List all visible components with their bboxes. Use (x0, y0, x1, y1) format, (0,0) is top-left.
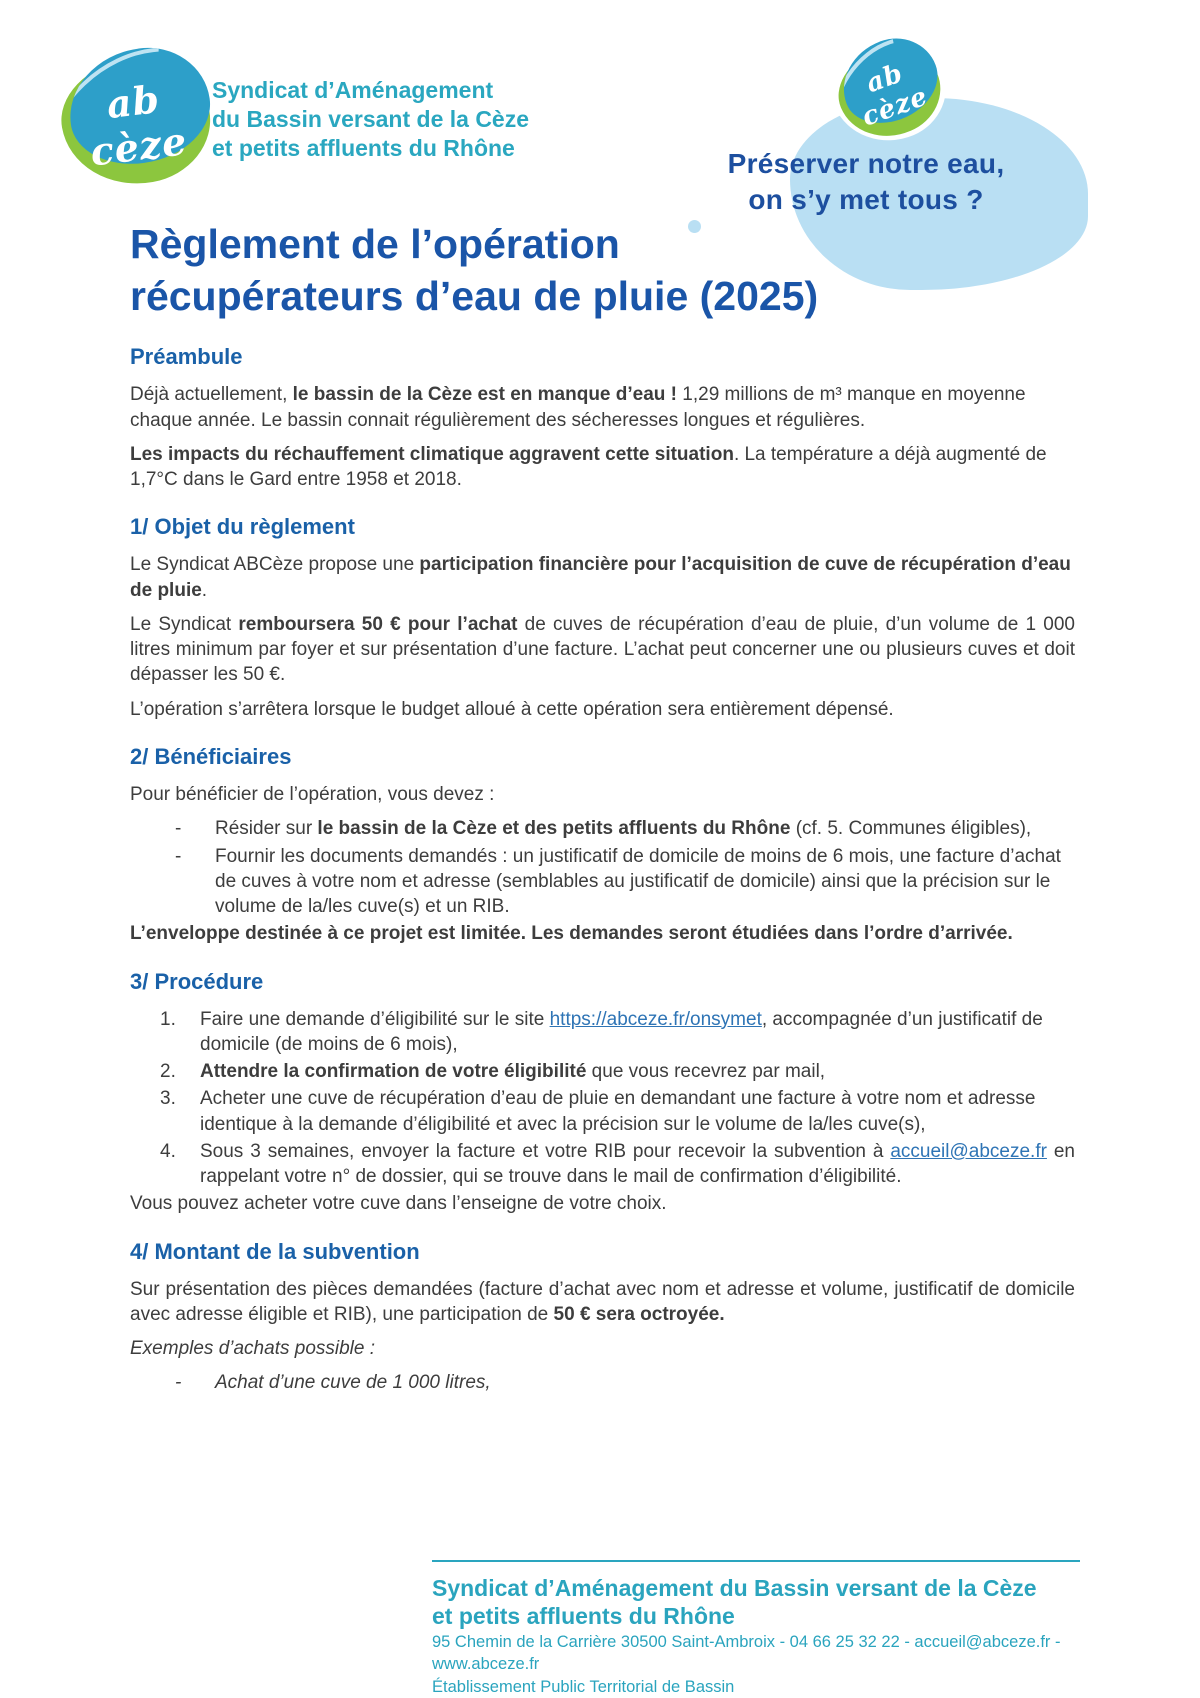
logo-wordmark: ab cèze (858, 58, 932, 133)
list-marker: - (175, 1372, 182, 1394)
paragraph: L’opération s’arrêtera lorsque le budget alloué à cette opération sera entièrement dépensé. (130, 698, 894, 720)
examples-intro: Exemples d’achats possible : (130, 1338, 376, 1360)
numbered-item (160, 1007, 1075, 1058)
list-item-text: Acheter une cuve de récupération d’eau de pluie en demandant une facture à votre nom et adresse identique à la demande d’éligibilité et avec la précision sur le volume de la/les cuve(s), (200, 1088, 1036, 1135)
section-heading-objet: 1/ Objet du règlement (130, 514, 355, 540)
list-item-text: Sous 3 semaines, envoyer la facture et votre RIB pour recevoir la subvention à accueil@abceze.fr en rappelant votre n° de dossier, qui se trouve dans le mail de confirmation d’éligibilité. (200, 1140, 1075, 1188)
paragraph: Les impacts du réchauffement climatique aggravent cette situation. La température a déjà augmenté de 1,7°C dans le Gard entre 1958 et 2018. (130, 443, 1047, 491)
campaign-slogan (698, 146, 1034, 218)
logo-wordmark: ab cèze (87, 76, 190, 176)
page-footer (432, 1560, 1080, 1698)
paragraph: Sur présentation des pièces demandées (facture d’achat avec nom et adresse et volume, justificatif de domicile avec adresse éligible et RIB), une participation de 50 € sera octroyée. (130, 1278, 1075, 1325)
list-marker: 4. (160, 1140, 176, 1162)
title-line: récupérateurs d’eau de pluie (2025) (130, 272, 819, 319)
list-marker: 2. (160, 1061, 176, 1083)
org-name-line: et petits affluents du Rhône (212, 134, 515, 161)
list-item-text: Faire une demande d’éligibilité sur le site https://abceze.fr/onsymet, accompagnée d’un justificatif de domicile (de moins de 6 mois), (200, 1008, 1043, 1055)
section-heading-preambule: Préambule (130, 344, 243, 370)
footer-contact-line: 95 Chemin de la Carrière 30500 Saint-Ambroix - 04 66 25 32 22 - accueil@abceze.fr - www.abceze.fr (432, 1633, 1061, 1673)
paragraph: Le Syndicat remboursera 50 € pour l’achat de cuves de récupération d’eau de pluie, d’un volume de 1 000 litres minimum par foyer et sur présentation d’une facture. L’achat peut concerner une ou plusieurs cuves et doit dépasser les 50 €. (130, 613, 1075, 686)
paragraph: Vous pouvez acheter votre cuve dans l’enseigne de votre choix. (130, 1193, 667, 1215)
inline-link[interactable]: accueil@abceze.fr (890, 1140, 1047, 1162)
inline-link[interactable]: https://abceze.fr/onsymet (549, 1008, 762, 1030)
list-item (175, 816, 1075, 841)
slogan-line: on s’y met tous ? (748, 183, 984, 215)
list-marker: 1. (160, 1008, 176, 1030)
organization-name (212, 76, 529, 163)
section-heading-beneficiaires: 2/ Bénéficiaires (130, 743, 292, 769)
org-name-line: Syndicat d’Aménagement (212, 77, 494, 103)
footer-org-line: Syndicat d’Aménagement du Bassin versant de la Cèze (432, 1575, 1037, 1601)
footer-org-line: et petits affluents du Rhône (432, 1603, 735, 1630)
paragraph: L’enveloppe destinée à ce projet est limitée. Les demandes seront étudiées dans l’ordre d’arrivée. (130, 923, 1013, 945)
abceze-logo (62, 50, 210, 184)
footer-divider (432, 1560, 1080, 1562)
document-body (0, 219, 1200, 1396)
numbered-item (160, 1086, 1075, 1137)
list-marker: - (175, 818, 182, 840)
section-heading-montant: 4/ Montant de la subvention (130, 1238, 420, 1264)
paragraph: Déjà actuellement, le bassin de la Cèze est en manque d’eau ! 1,29 millions de m³ manque en moyenne chaque année. Le bassin connait régulièrement des sécheresses longues et régulières. (130, 384, 1026, 431)
list-item-text: Fournir les documents demandés : un justificatif de domicile de moins de 6 mois, une facture d’achat de cuves à votre nom et adresse (semblables au justificatif de domicile) ainsi que la précision sur le volume de la/les cuve(s) et un RIB. (215, 845, 1061, 918)
list-item (175, 1370, 1075, 1395)
paragraph: Le Syndicat ABCèze propose une participation financière pour l’acquisition de cuve de récupération d’eau de pluie. (130, 554, 1071, 601)
document-title (130, 219, 1075, 322)
slogan-line: Préserver notre eau, (727, 148, 1005, 179)
footer-status-line: Établissement Public Territorial de Bassin (432, 1677, 735, 1696)
list-item-text: Attendre la confirmation de votre éligibilité que vous recevrez par mail, (200, 1061, 826, 1083)
page-header (0, 0, 1200, 215)
section-heading-procedure: 3/ Procédure (130, 968, 264, 994)
list-marker: 3. (160, 1088, 176, 1110)
list-item-text: Résider sur le bassin de la Cèze et des petits affluents du Rhône (cf. 5. Communes éligibles), (215, 818, 1032, 840)
paragraph: Pour bénéficier de l’opération, vous devez : (130, 783, 495, 805)
list-marker: - (175, 845, 182, 867)
list-item (175, 844, 1075, 920)
title-line: Règlement de l’opération (130, 221, 620, 267)
org-name-line: du Bassin versant de la Cèze (212, 105, 530, 132)
numbered-item (160, 1139, 1075, 1190)
list-item-text: Achat d’une cuve de 1 000 litres, (215, 1372, 491, 1394)
numbered-item (160, 1059, 1075, 1084)
